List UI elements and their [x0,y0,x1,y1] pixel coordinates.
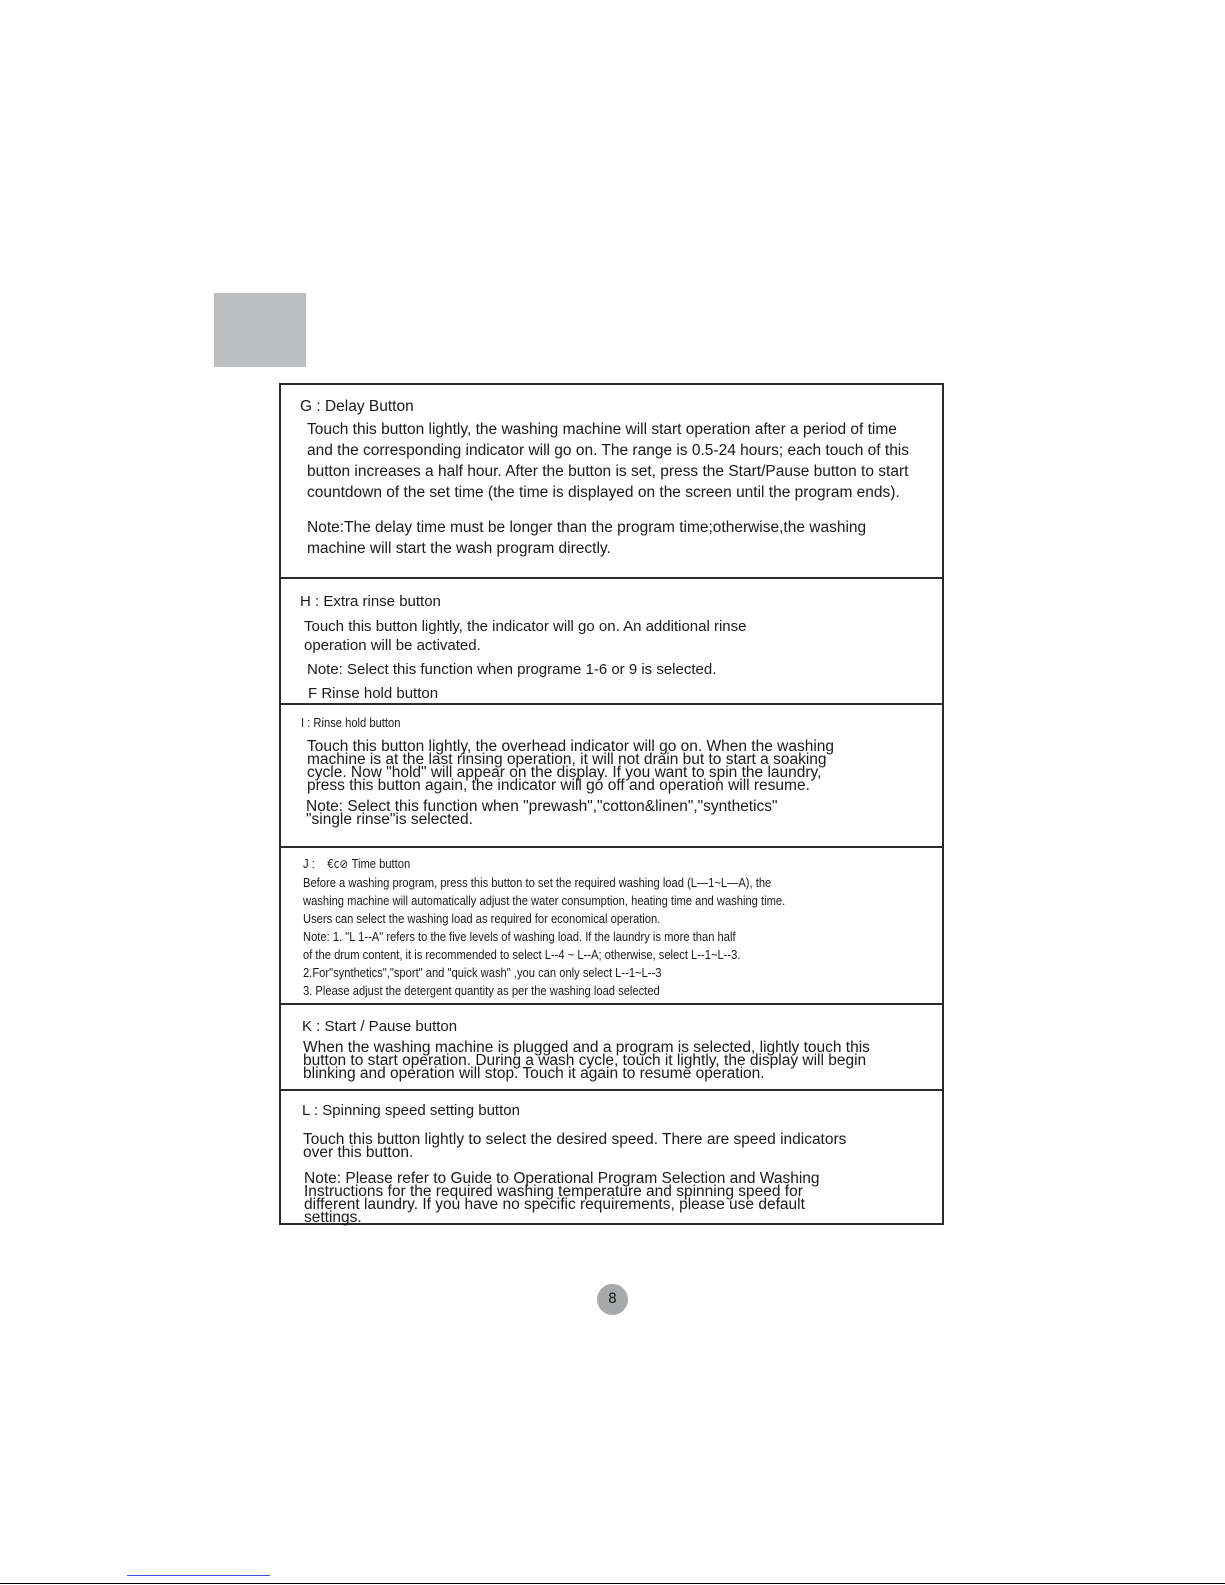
body-line: over this button. [303,1144,414,1161]
section-eco-time-button [281,848,942,1005]
section-delay-button [281,385,942,579]
note-line: Instructions for the required washing temperature and spinning speed for [304,1183,803,1200]
section-body [307,740,834,792]
body-line: and the corresponding indicator will go on. The range is 0.5-24 hours; each touch of this [307,442,910,459]
section-start-pause-button [281,1005,942,1091]
section-body [304,617,747,655]
section-title: H : Extra rinse button [300,593,441,610]
body-line: operation will be activated. [304,637,481,654]
body-line: Touch this button lightly, the overhead indicator will go on. When the washing [307,738,835,755]
section-rinse-hold-button [281,705,942,848]
section-title: K : Start / Pause button [302,1018,458,1035]
page-number-badge: 8 [597,1284,628,1315]
page-bottom-rule [0,1583,1225,1584]
eco-time-icon: €c⊘ [327,857,349,871]
note-line: Note:The delay time must be longer than the program time;otherwise,the washing [307,519,867,536]
body-line: machine is at the last rinsing operation, it will not drain but to start a soaking [307,751,827,768]
body-line: 2.For"synthetics","sport" and "quick wash" ,you can only select L--1~L--3 [303,965,662,980]
section-spinning-speed-button [281,1091,942,1226]
section-note: Note: Select this function when programe 1-6 or 9 is selected. [307,661,717,678]
section-body [303,1041,870,1080]
note-line: Note: Select this function when "prewash","cotton&linen","synthetics" [306,798,778,815]
section-title: G : Delay Button [300,398,414,415]
section-body [303,1133,846,1159]
note-line: settings. [304,1209,362,1226]
section-footer: F Rinse hold button [308,685,439,702]
body-line: cycle. Now "hold" will appear on the display. If you want to spin the laundry, [307,764,822,781]
footer-link-underline [127,1575,270,1576]
body-line: Before a washing program, press this button to set the required washing load (L—1~L—A), the [303,875,772,890]
body-line: button to start operation. During a wash cycle, touch it lightly, the display will begin [303,1052,867,1069]
body-line: 3. Please adjust the detergent quantity as per the washing load selected [303,983,660,998]
body-line: press this button again, the indicator will go off and operation will resume. [307,777,810,794]
body-line: blinking and operation will stop. Touch it again to resume operation. [303,1065,765,1082]
note-line: different laundry. If you have no specific requirements, please use default [304,1196,805,1213]
note-line: Note: Please refer to Guide to Operational Program Selection and Washing [304,1170,820,1187]
body-line: When the washing machine is plugged and a program is selected, lightly touch this [303,1039,870,1056]
section-label: J : [303,856,315,871]
section-title-text: Time button [351,856,411,871]
note-line: machine will start the wash program directly. [307,540,611,557]
body-line: Note: 1. "L 1--A" refers to the five levels of washing load. If the laundry is more than half [303,929,736,944]
body-line: Touch this button lightly, the indicator will go on. An additional rinse [304,618,747,635]
section-body [307,419,909,503]
section-note [306,800,778,826]
body-line: button increases a half hour. After the button is set, press the Start/Pause button to start [307,463,909,480]
section-title: I : Rinse hold button [301,715,401,730]
body-line: Users can select the washing load as required for economical operation. [303,911,661,926]
note-line: "single rinse"is selected. [306,811,473,828]
body-line: of the drum content, it is recommended to select L--4 ~ L--A; otherwise, select L--1~L--3. [303,947,741,962]
body-line: countdown of the set time (the time is displayed on the screen until the program ends). [307,484,900,501]
instructions-table [279,383,944,1225]
body-line: Touch this button lightly, the washing machine will start operation after a period of time [307,421,897,438]
body-line: washing machine will automatically adjust the water consumption, heating time and washing time. [303,893,786,908]
section-title: L : Spinning speed setting button [302,1102,520,1119]
body-line: Touch this button lightly to select the desired speed. There are speed indicators [303,1131,847,1148]
section-title [303,856,410,871]
section-note [304,1172,820,1224]
section-tab-marker [214,293,306,367]
section-note [307,517,866,559]
section-extra-rinse-button [281,579,942,705]
section-body [303,874,785,1000]
